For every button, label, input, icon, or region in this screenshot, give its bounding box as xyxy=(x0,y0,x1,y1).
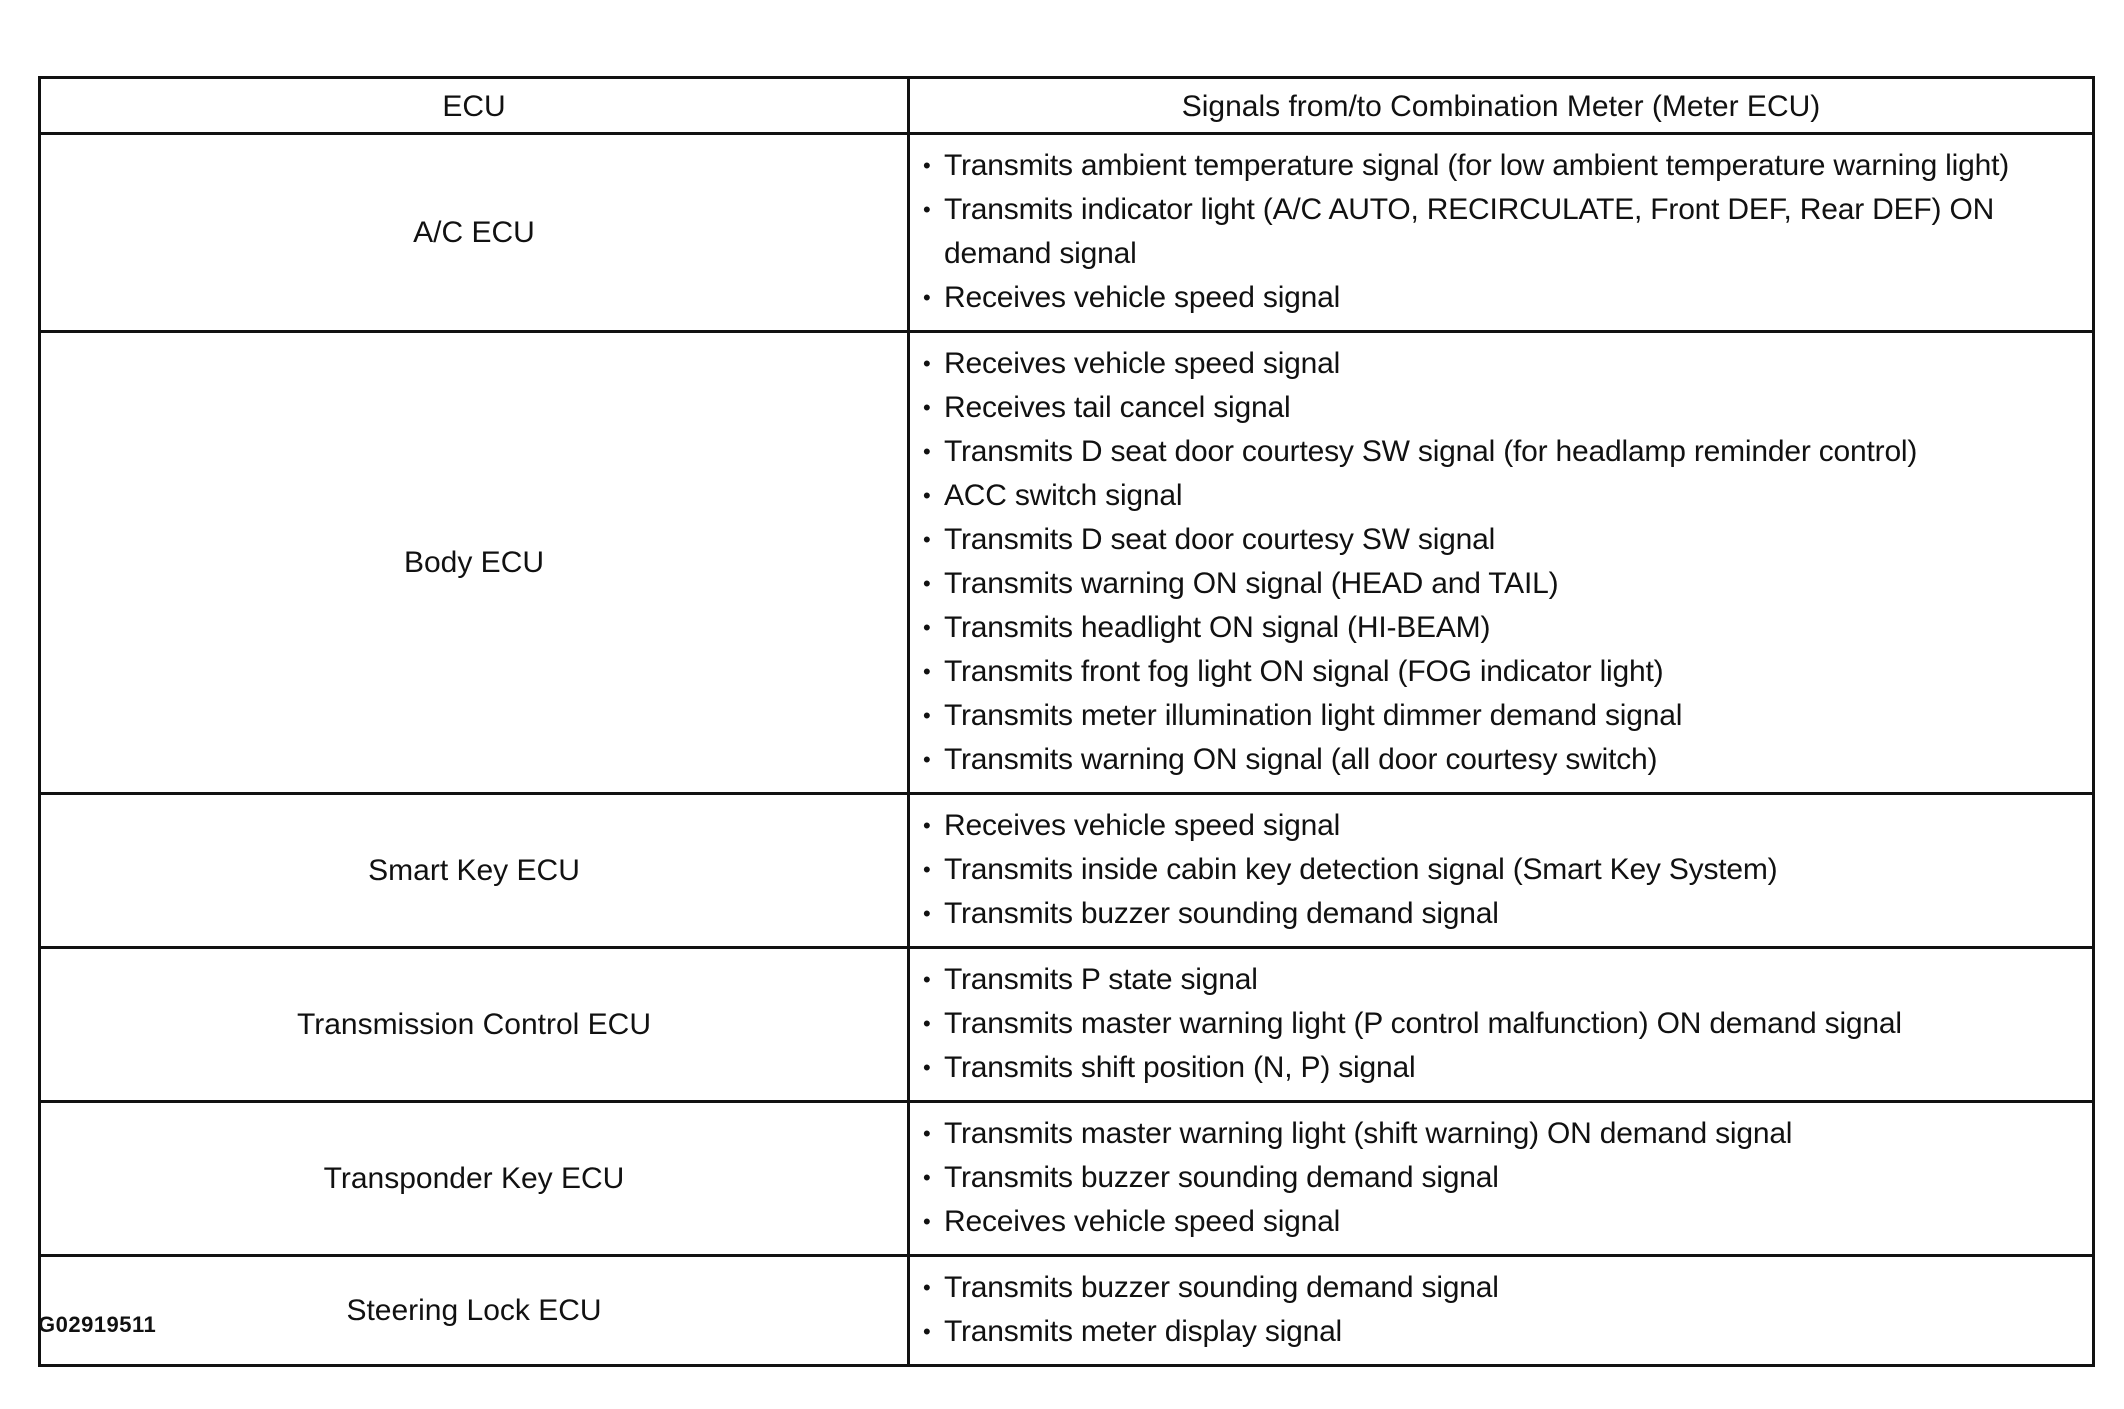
table-row xyxy=(40,134,2094,332)
signal-text: Transmits indicator light (A/C AUTO, RECIRCULATE, Front DEF, Rear DEF) ON demand signal xyxy=(944,193,1995,270)
signal-list xyxy=(922,144,2080,320)
bullet-icon: • xyxy=(923,703,931,728)
signals-cell xyxy=(909,134,2094,332)
signal-list xyxy=(922,804,2080,936)
signal-text: Transmits P state signal xyxy=(944,963,1258,996)
signal-list xyxy=(922,1112,2080,1244)
table-row xyxy=(40,1102,2094,1256)
signal-text: Transmits D seat door courtesy SW signal xyxy=(944,523,1496,556)
signal-text: Receives vehicle speed signal xyxy=(944,347,1341,380)
bullet-icon: • xyxy=(923,615,931,640)
figure-code: G02919511 xyxy=(38,1312,157,1337)
signal-list-item xyxy=(922,1046,2080,1090)
signal-list-item xyxy=(922,848,2080,892)
signal-text: Transmits meter display signal xyxy=(944,1315,1343,1348)
signal-list-item xyxy=(922,1112,2080,1156)
bullet-icon: • xyxy=(923,285,931,310)
signal-text: ACC switch signal xyxy=(944,479,1183,512)
bullet-icon: • xyxy=(923,351,931,376)
ecu-name-cell: Transponder Key ECU xyxy=(40,1102,909,1256)
signal-text: Receives tail cancel signal xyxy=(944,391,1291,424)
signal-text: Transmits shift position (N, P) signal xyxy=(944,1051,1416,1084)
signal-text: Transmits buzzer sounding demand signal xyxy=(944,1271,1499,1304)
signal-text: Receives vehicle speed signal xyxy=(944,281,1341,314)
signal-text: Transmits front fog light ON signal (FOG indicator light) xyxy=(944,655,1664,688)
bullet-icon: • xyxy=(923,901,931,926)
signal-list-item xyxy=(922,1310,2080,1354)
signal-list xyxy=(922,342,2080,782)
signal-list-item xyxy=(922,1200,2080,1244)
signal-text: Transmits D seat door courtesy SW signal (for headlamp reminder control) xyxy=(944,435,1918,468)
bullet-icon: • xyxy=(923,1011,931,1036)
signal-list-item xyxy=(922,1002,2080,1046)
bullet-icon: • xyxy=(923,747,931,772)
signal-text: Transmits warning ON signal (all door courtesy switch) xyxy=(944,743,1658,776)
signals-cell xyxy=(909,794,2094,948)
bullet-icon: • xyxy=(923,439,931,464)
signal-list-item xyxy=(922,1156,2080,1200)
table-body xyxy=(40,134,2094,1366)
bullet-icon: • xyxy=(923,1209,931,1234)
signals-cell xyxy=(909,1102,2094,1256)
bullet-icon: • xyxy=(923,483,931,508)
signal-text: Transmits master warning light (P control malfunction) ON demand signal xyxy=(944,1007,1902,1040)
signal-list-item xyxy=(922,694,2080,738)
signal-list-item xyxy=(922,342,2080,386)
signal-list-item xyxy=(922,188,2080,276)
signal-list-item xyxy=(922,1266,2080,1310)
bullet-icon: • xyxy=(923,967,931,992)
ecu-signals-table xyxy=(38,76,2095,1367)
ecu-name-cell: Transmission Control ECU xyxy=(40,948,909,1102)
bullet-icon: • xyxy=(923,571,931,596)
ecu-name-cell: Body ECU xyxy=(40,332,909,794)
signal-text: Receives vehicle speed signal xyxy=(944,809,1341,842)
signal-list-item xyxy=(922,804,2080,848)
signal-text: Transmits buzzer sounding demand signal xyxy=(944,897,1499,930)
signal-list-item xyxy=(922,562,2080,606)
ecu-name-cell: A/C ECU xyxy=(40,134,909,332)
signal-text: Transmits headlight ON signal (HI-BEAM) xyxy=(944,611,1491,644)
bullet-icon: • xyxy=(923,813,931,838)
bullet-icon: • xyxy=(923,1121,931,1146)
signal-list-item xyxy=(922,386,2080,430)
bullet-icon: • xyxy=(923,1319,931,1344)
signal-text: Transmits ambient temperature signal (for low ambient temperature warning light) xyxy=(944,149,2010,182)
table-header-row xyxy=(40,78,2094,134)
header-signals: Signals from/to Combination Meter (Meter ECU) xyxy=(909,78,2094,134)
signal-list-item xyxy=(922,144,2080,188)
signal-list-item xyxy=(922,892,2080,936)
header-ecu: ECU xyxy=(40,78,909,134)
signals-cell xyxy=(909,1256,2094,1366)
signal-list-item xyxy=(922,430,2080,474)
ecu-name-cell: Smart Key ECU xyxy=(40,794,909,948)
signals-cell xyxy=(909,332,2094,794)
bullet-icon: • xyxy=(923,1055,931,1080)
bullet-icon: • xyxy=(923,659,931,684)
signal-list-item xyxy=(922,276,2080,320)
table-row xyxy=(40,1256,2094,1366)
signal-text: Transmits master warning light (shift warning) ON demand signal xyxy=(944,1117,1793,1150)
signal-text: Receives vehicle speed signal xyxy=(944,1205,1341,1238)
signal-text: Transmits warning ON signal (HEAD and TAIL) xyxy=(944,567,1559,600)
bullet-icon: • xyxy=(923,395,931,420)
table-row xyxy=(40,794,2094,948)
signal-list-item xyxy=(922,738,2080,782)
signal-text: Transmits meter illumination light dimmer demand signal xyxy=(944,699,1683,732)
signal-text: Transmits inside cabin key detection signal (Smart Key System) xyxy=(944,853,1778,886)
signal-list-item xyxy=(922,958,2080,1002)
signal-list-item xyxy=(922,518,2080,562)
bullet-icon: • xyxy=(923,527,931,552)
table-row xyxy=(40,948,2094,1102)
signal-list-item xyxy=(922,650,2080,694)
bullet-icon: • xyxy=(923,197,931,222)
signals-cell xyxy=(909,948,2094,1102)
signal-list xyxy=(922,958,2080,1090)
signal-list-item xyxy=(922,606,2080,650)
table-row xyxy=(40,332,2094,794)
signal-list xyxy=(922,1266,2080,1354)
ecu-name-cell: Steering Lock ECU xyxy=(40,1256,909,1366)
bullet-icon: • xyxy=(923,1165,931,1190)
signal-text: Transmits buzzer sounding demand signal xyxy=(944,1161,1499,1194)
bullet-icon: • xyxy=(923,153,931,178)
signal-list-item xyxy=(922,474,2080,518)
bullet-icon: • xyxy=(923,1275,931,1300)
bullet-icon: • xyxy=(923,857,931,882)
